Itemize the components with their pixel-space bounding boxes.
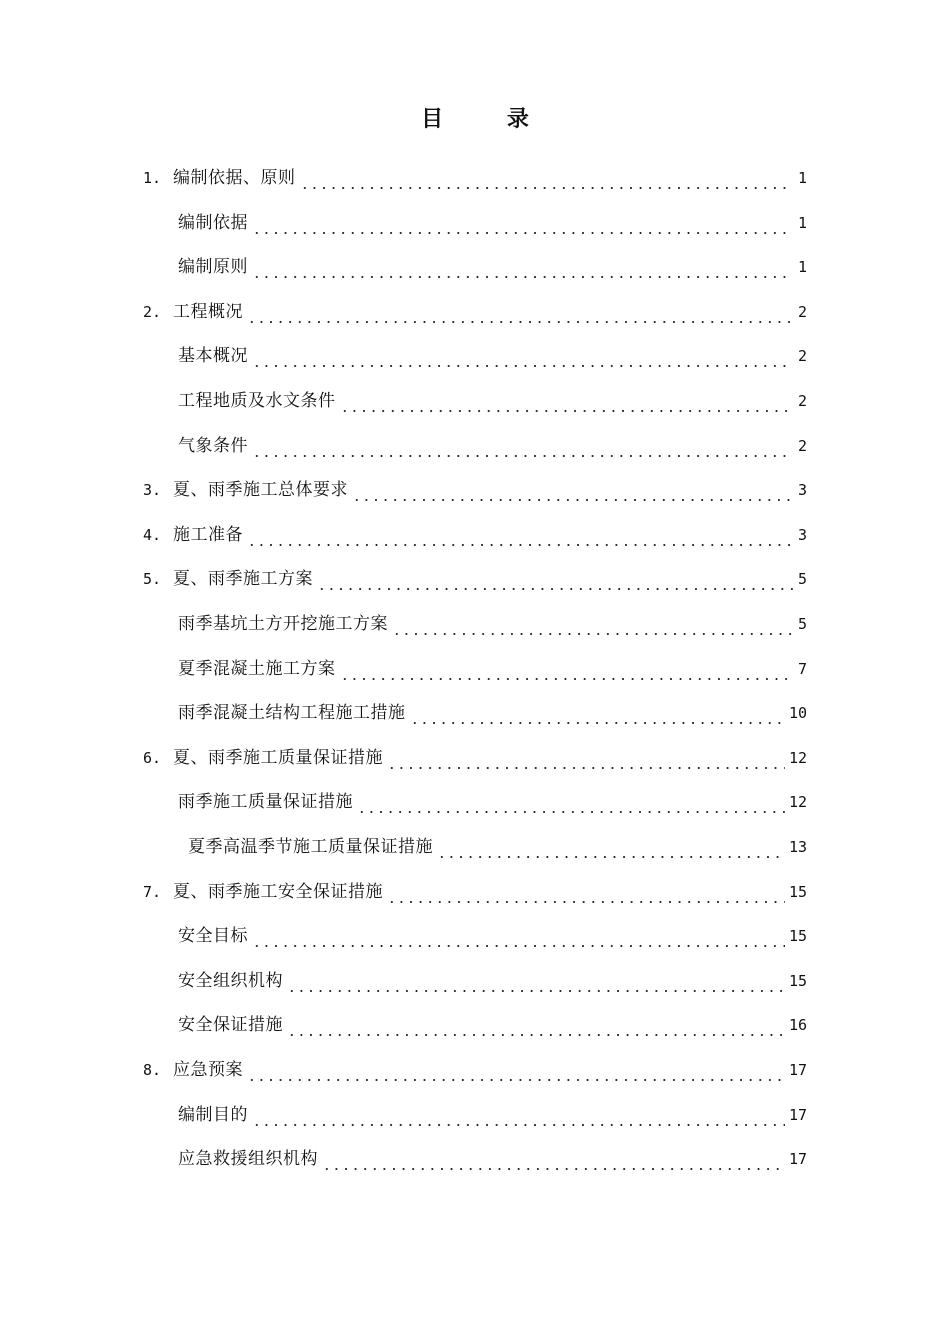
toc-entry[interactable] (178, 963, 807, 999)
toc-entry-number: 6. (143, 748, 162, 767)
dot-leader (252, 205, 793, 241)
dot-leader (322, 1141, 785, 1177)
toc-entry-page-number: 2 (797, 347, 807, 366)
toc-entry-label: 夏、雨季施工总体要求 (173, 480, 348, 501)
toc-entry-label: 雨季基坑土方开挖施工方案 (178, 614, 388, 634)
toc-entry-label: 夏季高温季节施工质量保证措施 (188, 837, 433, 857)
toc-entry[interactable] (143, 294, 807, 330)
toc-entry-page-number: 1 (797, 258, 807, 277)
toc-entry-page-number: 15 (788, 971, 807, 990)
toc-entry-page-number: 5 (797, 570, 807, 589)
toc-entry-page-number: 17 (788, 1105, 807, 1124)
toc-entry[interactable] (143, 160, 807, 196)
dot-leader (247, 294, 793, 330)
dot-leader (247, 517, 793, 553)
dot-leader (387, 740, 785, 776)
dot-leader (437, 829, 785, 865)
toc-entry-page-number: 17 (788, 1061, 807, 1079)
toc-entry[interactable] (143, 561, 807, 597)
toc-entry-page-number: 13 (788, 838, 807, 856)
dot-leader (252, 1097, 785, 1133)
toc-entry-page-number: 17 (788, 1150, 807, 1169)
toc-entry-label: 编制依据、原则 (173, 168, 296, 188)
dot-leader (340, 651, 794, 687)
toc-entry-label: 夏、雨季施工安全保证措施 (173, 881, 383, 902)
toc-entry-number: 5. (143, 570, 162, 589)
dot-leader (252, 338, 793, 374)
dot-leader (387, 874, 785, 910)
toc-entry[interactable] (178, 249, 807, 285)
toc-entry[interactable] (178, 695, 807, 731)
toc-entry-label: 工程概况 (173, 301, 243, 322)
dot-leader (357, 784, 785, 820)
toc-entry-page-number: 15 (788, 927, 807, 946)
toc-entry-label: 安全组织机构 (178, 970, 283, 991)
toc-entry[interactable] (178, 205, 807, 241)
toc-entry-label: 夏、雨季施工质量保证措施 (173, 747, 383, 768)
dot-leader (352, 472, 793, 508)
dot-leader (410, 695, 785, 731)
dot-leader (252, 918, 785, 954)
toc-entry-label: 基本概况 (178, 346, 248, 367)
toc-entry[interactable] (178, 1141, 807, 1177)
toc-entry-page-number: 10 (788, 704, 807, 723)
toc-entry-label: 雨季施工质量保证措施 (178, 792, 353, 813)
toc-entry-number: 7. (143, 882, 162, 901)
dot-leader (252, 428, 793, 464)
toc-entry-label: 编制原则 (178, 257, 248, 278)
dot-leader (392, 606, 793, 642)
toc-entry-label: 工程地质及水文条件 (178, 391, 336, 411)
toc-title: 目 录 (421, 107, 557, 132)
toc-entry-page-number: 1 (797, 213, 807, 232)
dot-leader (287, 963, 785, 999)
toc-entry-number: 1. (143, 169, 162, 187)
toc-entry[interactable] (178, 383, 807, 419)
toc-entry-number: 8. (143, 1061, 162, 1079)
toc-entry[interactable] (143, 874, 807, 910)
toc-entry-label: 安全保证措施 (178, 1015, 283, 1036)
toc-entry-page-number: 3 (797, 481, 807, 500)
toc-entry[interactable] (178, 651, 807, 687)
dot-leader (287, 1007, 785, 1043)
toc-entry-page-number: 2 (797, 392, 807, 410)
dot-leader (340, 383, 794, 419)
toc-entry-label: 应急预案 (173, 1060, 243, 1080)
dot-leader (252, 249, 793, 285)
toc-entry-label: 施工准备 (173, 524, 243, 545)
toc-entry[interactable] (178, 428, 807, 464)
toc-entry[interactable] (178, 918, 807, 954)
toc-entry-page-number: 1 (797, 169, 807, 187)
toc-entry-label: 编制依据 (178, 212, 248, 233)
toc-entry-label: 夏、雨季施工方案 (173, 569, 313, 590)
toc-entry-number: 3. (143, 481, 162, 500)
toc-entry[interactable] (188, 829, 807, 865)
toc-entry[interactable] (178, 784, 807, 820)
dot-leader (317, 561, 793, 597)
toc-entry[interactable] (143, 472, 807, 508)
toc-entry[interactable] (178, 1097, 807, 1133)
toc-entry-page-number: 5 (797, 615, 807, 633)
toc-entry[interactable] (178, 606, 807, 642)
toc-entry[interactable] (178, 338, 807, 374)
toc-entry[interactable] (143, 1052, 807, 1088)
toc-entry-page-number: 12 (788, 793, 807, 812)
toc-entry-page-number: 3 (797, 525, 807, 544)
toc-entry[interactable] (178, 1007, 807, 1043)
toc-entry-label: 雨季混凝土结构工程施工措施 (178, 703, 406, 724)
toc-entry[interactable] (143, 517, 807, 553)
dot-leader (300, 160, 794, 196)
toc-entry-label: 夏季混凝土施工方案 (178, 658, 336, 679)
toc-entry-page-number: 2 (797, 302, 807, 321)
toc-entry-label: 编制目的 (178, 1104, 248, 1125)
toc-entry-number: 4. (143, 525, 162, 544)
toc-entry-page-number: 15 (788, 882, 807, 901)
toc-entry-label: 安全目标 (178, 926, 248, 947)
toc-entry-label: 气象条件 (178, 435, 248, 456)
toc-entry[interactable] (143, 740, 807, 776)
toc-entry-number: 2. (143, 302, 162, 321)
toc-entry-page-number: 16 (788, 1016, 807, 1035)
toc-entry-label: 应急救援组织机构 (178, 1149, 318, 1170)
toc-entry-page-number: 12 (788, 748, 807, 767)
toc-entry-page-number: 2 (797, 436, 807, 455)
dot-leader (247, 1052, 785, 1088)
toc-entry-page-number: 7 (797, 659, 807, 678)
